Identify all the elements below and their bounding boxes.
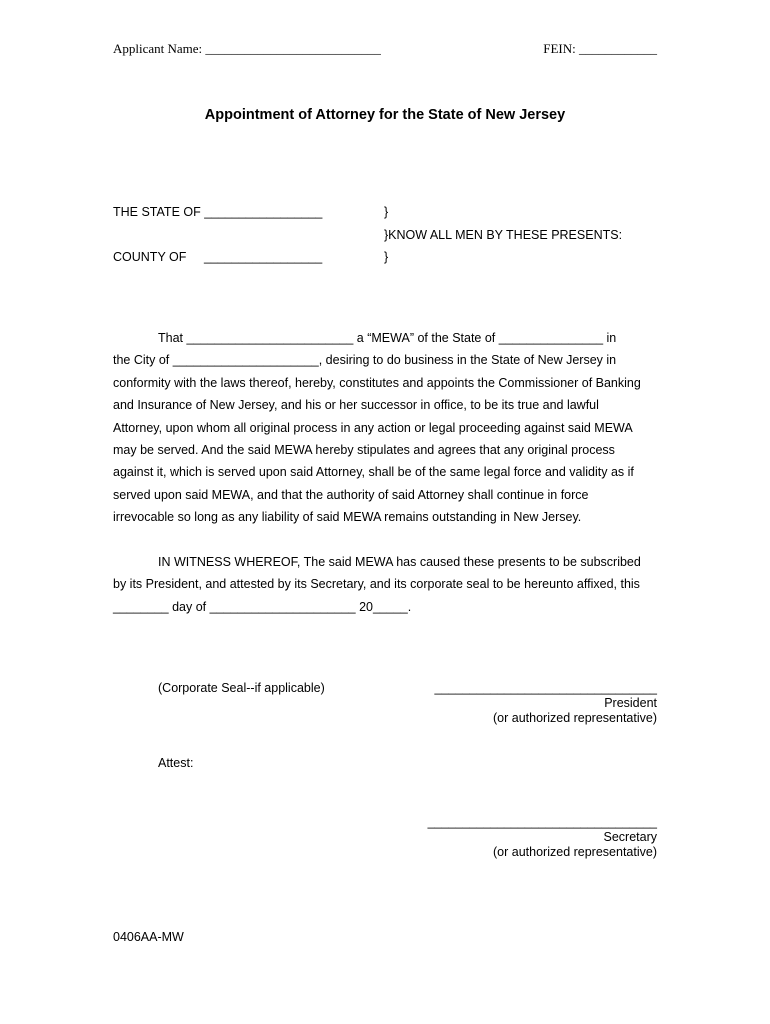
paragraph-line: the City of _____________________, desiring to do business in the State of New Jersey in bbox=[113, 353, 617, 368]
venue-brace-top: } bbox=[384, 205, 389, 219]
paragraph-line: against it, which is served upon said Attorney, shall be of the same legal force and validity as if bbox=[113, 465, 634, 480]
paragraph-line: IN WITNESS WHEREOF, The said MEWA has caused these presents to be subscribed bbox=[158, 555, 641, 569]
paragraph-line: by its President, and attested by its Secretary, and its corporate seal to be hereunto affixed, this bbox=[113, 577, 640, 592]
president-signature-line: ________________________________ bbox=[434, 681, 657, 695]
corporate-seal-label: (Corporate Seal--if applicable) bbox=[158, 681, 325, 695]
form-code: 0406AA-MW bbox=[113, 930, 184, 944]
state-of-line: THE STATE OF _________________ bbox=[113, 205, 323, 219]
county-of-label: COUNTY OF bbox=[113, 250, 187, 264]
paragraph-line: ________ day of _____________________ 20_____. bbox=[113, 599, 412, 614]
venue-brace-bottom: } bbox=[384, 250, 389, 264]
paragraph-line: served upon said MEWA, and that the authority of said Attorney shall continue in force bbox=[113, 487, 589, 502]
paragraph-line: and Insurance of New Jersey, and his or her successor in office, to be its true and lawful bbox=[113, 398, 599, 413]
paragraph-line: That ________________________ a “MEWA” of the State of _______________ in bbox=[158, 331, 617, 345]
fein-field: FEIN: ____________ bbox=[543, 41, 657, 56]
secretary-note: (or authorized representative) bbox=[493, 845, 657, 859]
secretary-title: Secretary bbox=[603, 830, 657, 844]
attest-label: Attest: bbox=[158, 756, 194, 770]
paragraph-line: Attorney, upon whom all original process in any action or legal proceeding against said MEWA bbox=[113, 420, 633, 435]
president-note: (or authorized representative) bbox=[493, 711, 657, 725]
document-title: Appointment of Attorney for the State of New Jersey bbox=[204, 107, 566, 123]
appointment-paragraph bbox=[113, 327, 658, 529]
know-all-men-line: }KNOW ALL MEN BY THESE PRESENTS: bbox=[384, 228, 623, 242]
paragraph-line: conformity with the laws thereof, hereby, constitutes and appoints the Commissioner of Banking bbox=[113, 375, 641, 390]
county-of-blank: _________________ bbox=[204, 250, 323, 264]
paragraph-line: irrevocable so long as any liability of said MEWA remains outstanding in New Jersey. bbox=[113, 510, 582, 525]
witness-paragraph bbox=[113, 551, 658, 618]
applicant-name-field: Applicant Name: ___________________________ bbox=[113, 41, 381, 56]
president-title: President bbox=[604, 696, 657, 710]
secretary-signature-line: _________________________________ bbox=[427, 815, 657, 829]
paragraph-line: may be served. And the said MEWA hereby stipulates and agrees that any original process bbox=[113, 442, 615, 457]
